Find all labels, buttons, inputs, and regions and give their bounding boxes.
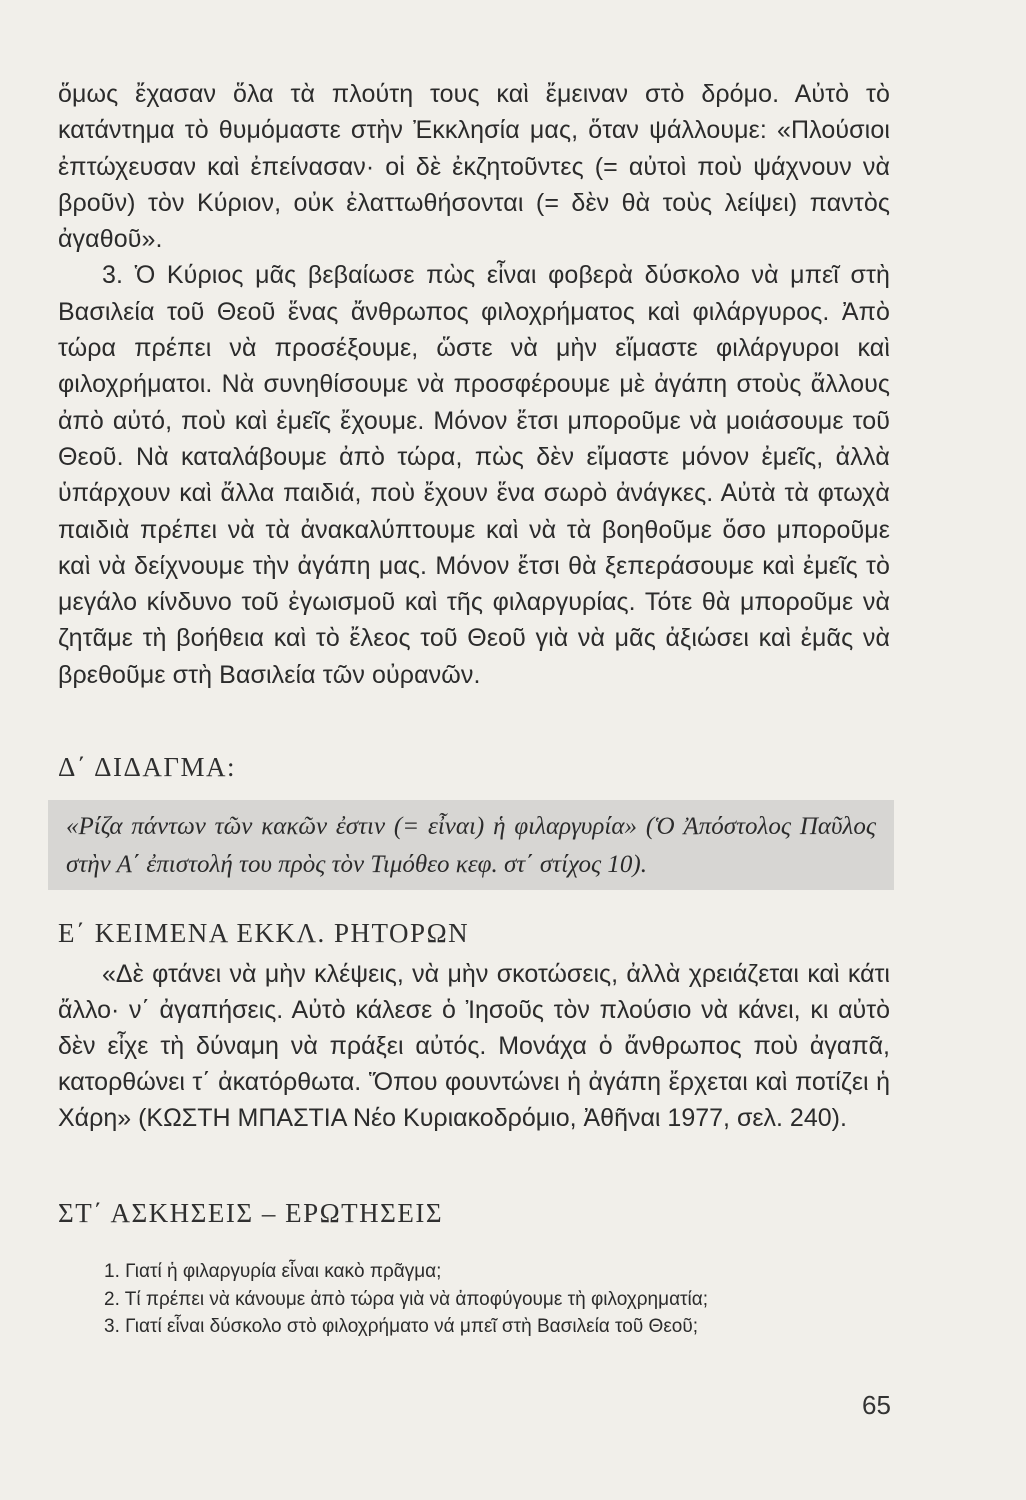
didagma-quote: «Ρίζα πάντων τῶν κακῶν ἐστιν (= εἶναι) ἡ φιλαργυρία» (Ὁ Ἀπόστολος Παῦλος στὴν Α΄ ἐπιστολή του πρὸς τὸν Τιμόθεο κεφ. στ΄ στίχος 10). — [66, 813, 876, 878]
keimena-heading: Ε΄ ΚΕΙΜΕΝΑ ΕΚΚΛ. ΡΗΤΟΡΩΝ — [58, 918, 470, 948]
didagma-heading: Δ΄ ΔΙΔΑΓΜΑ: — [58, 752, 236, 782]
main-text — [58, 76, 890, 693]
question-3: 3. Γιατί εἶναι δύσκολο στὸ φιλοχρήματο νά μπεῖ στὴ Βασιλεία τοῦ Θεοῦ; — [104, 1316, 699, 1337]
keimena-text: «Δὲ φτάνει νὰ μὴν κλέψεις, νὰ μὴν σκοτώσεις, ἀλλὰ χρειάζεται καὶ κάτι ἄλλο· ν΄ ἀγαπήσεις. Αὐτὸ κάλεσε ὁ Ἰησοῦς τὸν πλούσιο νὰ κάνει, κι αὐτὸ δὲν εἶχε τὴ δύναμη νὰ πράξει αὐτός. Μονάχα ὁ ἄνθρωπος ποὺ ἀγαπᾶ, κατορθώνει τ΄ ἀκατόρθωτα. Ὅπου φουντώνει ἡ ἀγάπη ἔρχεται καὶ ποτίζει ἡ Χάρη» (ΚΩΣΤΗ ΜΠΑΣΤΙΑ Νέο Κυριακοδρόμιο, Ἀθῆναι 1977, σελ. 240). — [58, 960, 890, 1132]
questions-list — [104, 1258, 894, 1341]
page-number: 65 — [862, 1390, 891, 1420]
askiseis-heading: ΣΤ΄ ΑΣΚΗΣΕΙΣ – ΕΡΩΤΗΣΕΙΣ — [58, 1198, 444, 1228]
question-2: 2. Τί πρέπει νὰ κάνουμε ἀπὸ τώρα γιὰ νὰ ἀποφύγουμε τὴ φιλοχρηματία; — [104, 1288, 709, 1310]
question-1: 1. Γιατί ἡ φιλαργυρία εἶναι κακὸ πρᾶγμα; — [104, 1261, 442, 1282]
paragraph-continuation: ὅμως ἔχασαν ὅλα τὰ πλούτη τους καὶ ἔμειναν στὸ δρόμο. Αὐτὸ τὸ κατάντημα τὸ θυμόμαστε στὴν Ἐκκλησία μας, ὅταν ψάλλουμε: «Πλούσιοι ἐπτώχευσαν καὶ ἐπείνασαν· οἱ δὲ ἐκζητοῦντες (= αὐτοὶ ποὺ ψάχνουν νὰ βροῦν) τὸν Κύριον, οὐκ ἐλαττωθήσονται (= δὲν θὰ τοὺς λείψει) παντὸς ἀγαθοῦ». — [58, 80, 890, 254]
paragraph-point-3: 3. Ὁ Κύριος μᾶς βεβαίωσε πὼς εἶναι φοβερὰ δύσκολο νὰ μπεῖ στὴ Βασιλεία τοῦ Θεοῦ ἕνας ἄνθρωπος φιλοχρήματος καὶ φιλάργυρος. Ἀπὸ τώρα πρέπει νὰ προσέξουμε, ὥστε νὰ μὴν εἴμαστε φιλάργυροι καὶ φιλοχρήματοι. Νὰ συνηθίσουμε νὰ προσφέρουμε μὲ ἀγάπη στοὺς ἄλλους ἀπὸ αὐτό, ποὺ καὶ ἐμεῖς ἔχουμε. Μόνον ἔτσι μποροῦμε νὰ μοιάσουμε τοῦ Θεοῦ. Νὰ καταλάβουμε ἀπὸ τώρα, πὼς δὲν εἴμαστε μόνον ἐμεῖς, ἀλλὰ ὑπάρχουν καὶ ἄλλα παιδιά, ποὺ ἔχουν ἕνα σωρὸ ἀνάγκες. Αὐτὰ τὰ φτωχὰ παιδιὰ πρέπει νὰ τὰ ἀνακαλύπτουμε καὶ νὰ τὰ βοηθοῦμε ὅσο μποροῦμε καὶ νὰ δείχνουμε τὴν ἀγάπη μας. Μόνον ἔτσι θὰ ξεπεράσουμε καὶ ἐμεῖς τὸ μεγάλο κίνδυνο τοῦ ἐγωισμοῦ καὶ τῆς φιλαργυρίας. Τότε θὰ μποροῦμε νὰ ζητᾶμε τὴ βοήθεια καὶ τὸ ἔλεος τοῦ Θεοῦ γιὰ νὰ μᾶς ἀξιώσει καὶ ἐμᾶς νὰ βρεθοῦμε στὴ Βασιλεία τῶν οὐρανῶν. — [58, 261, 890, 689]
